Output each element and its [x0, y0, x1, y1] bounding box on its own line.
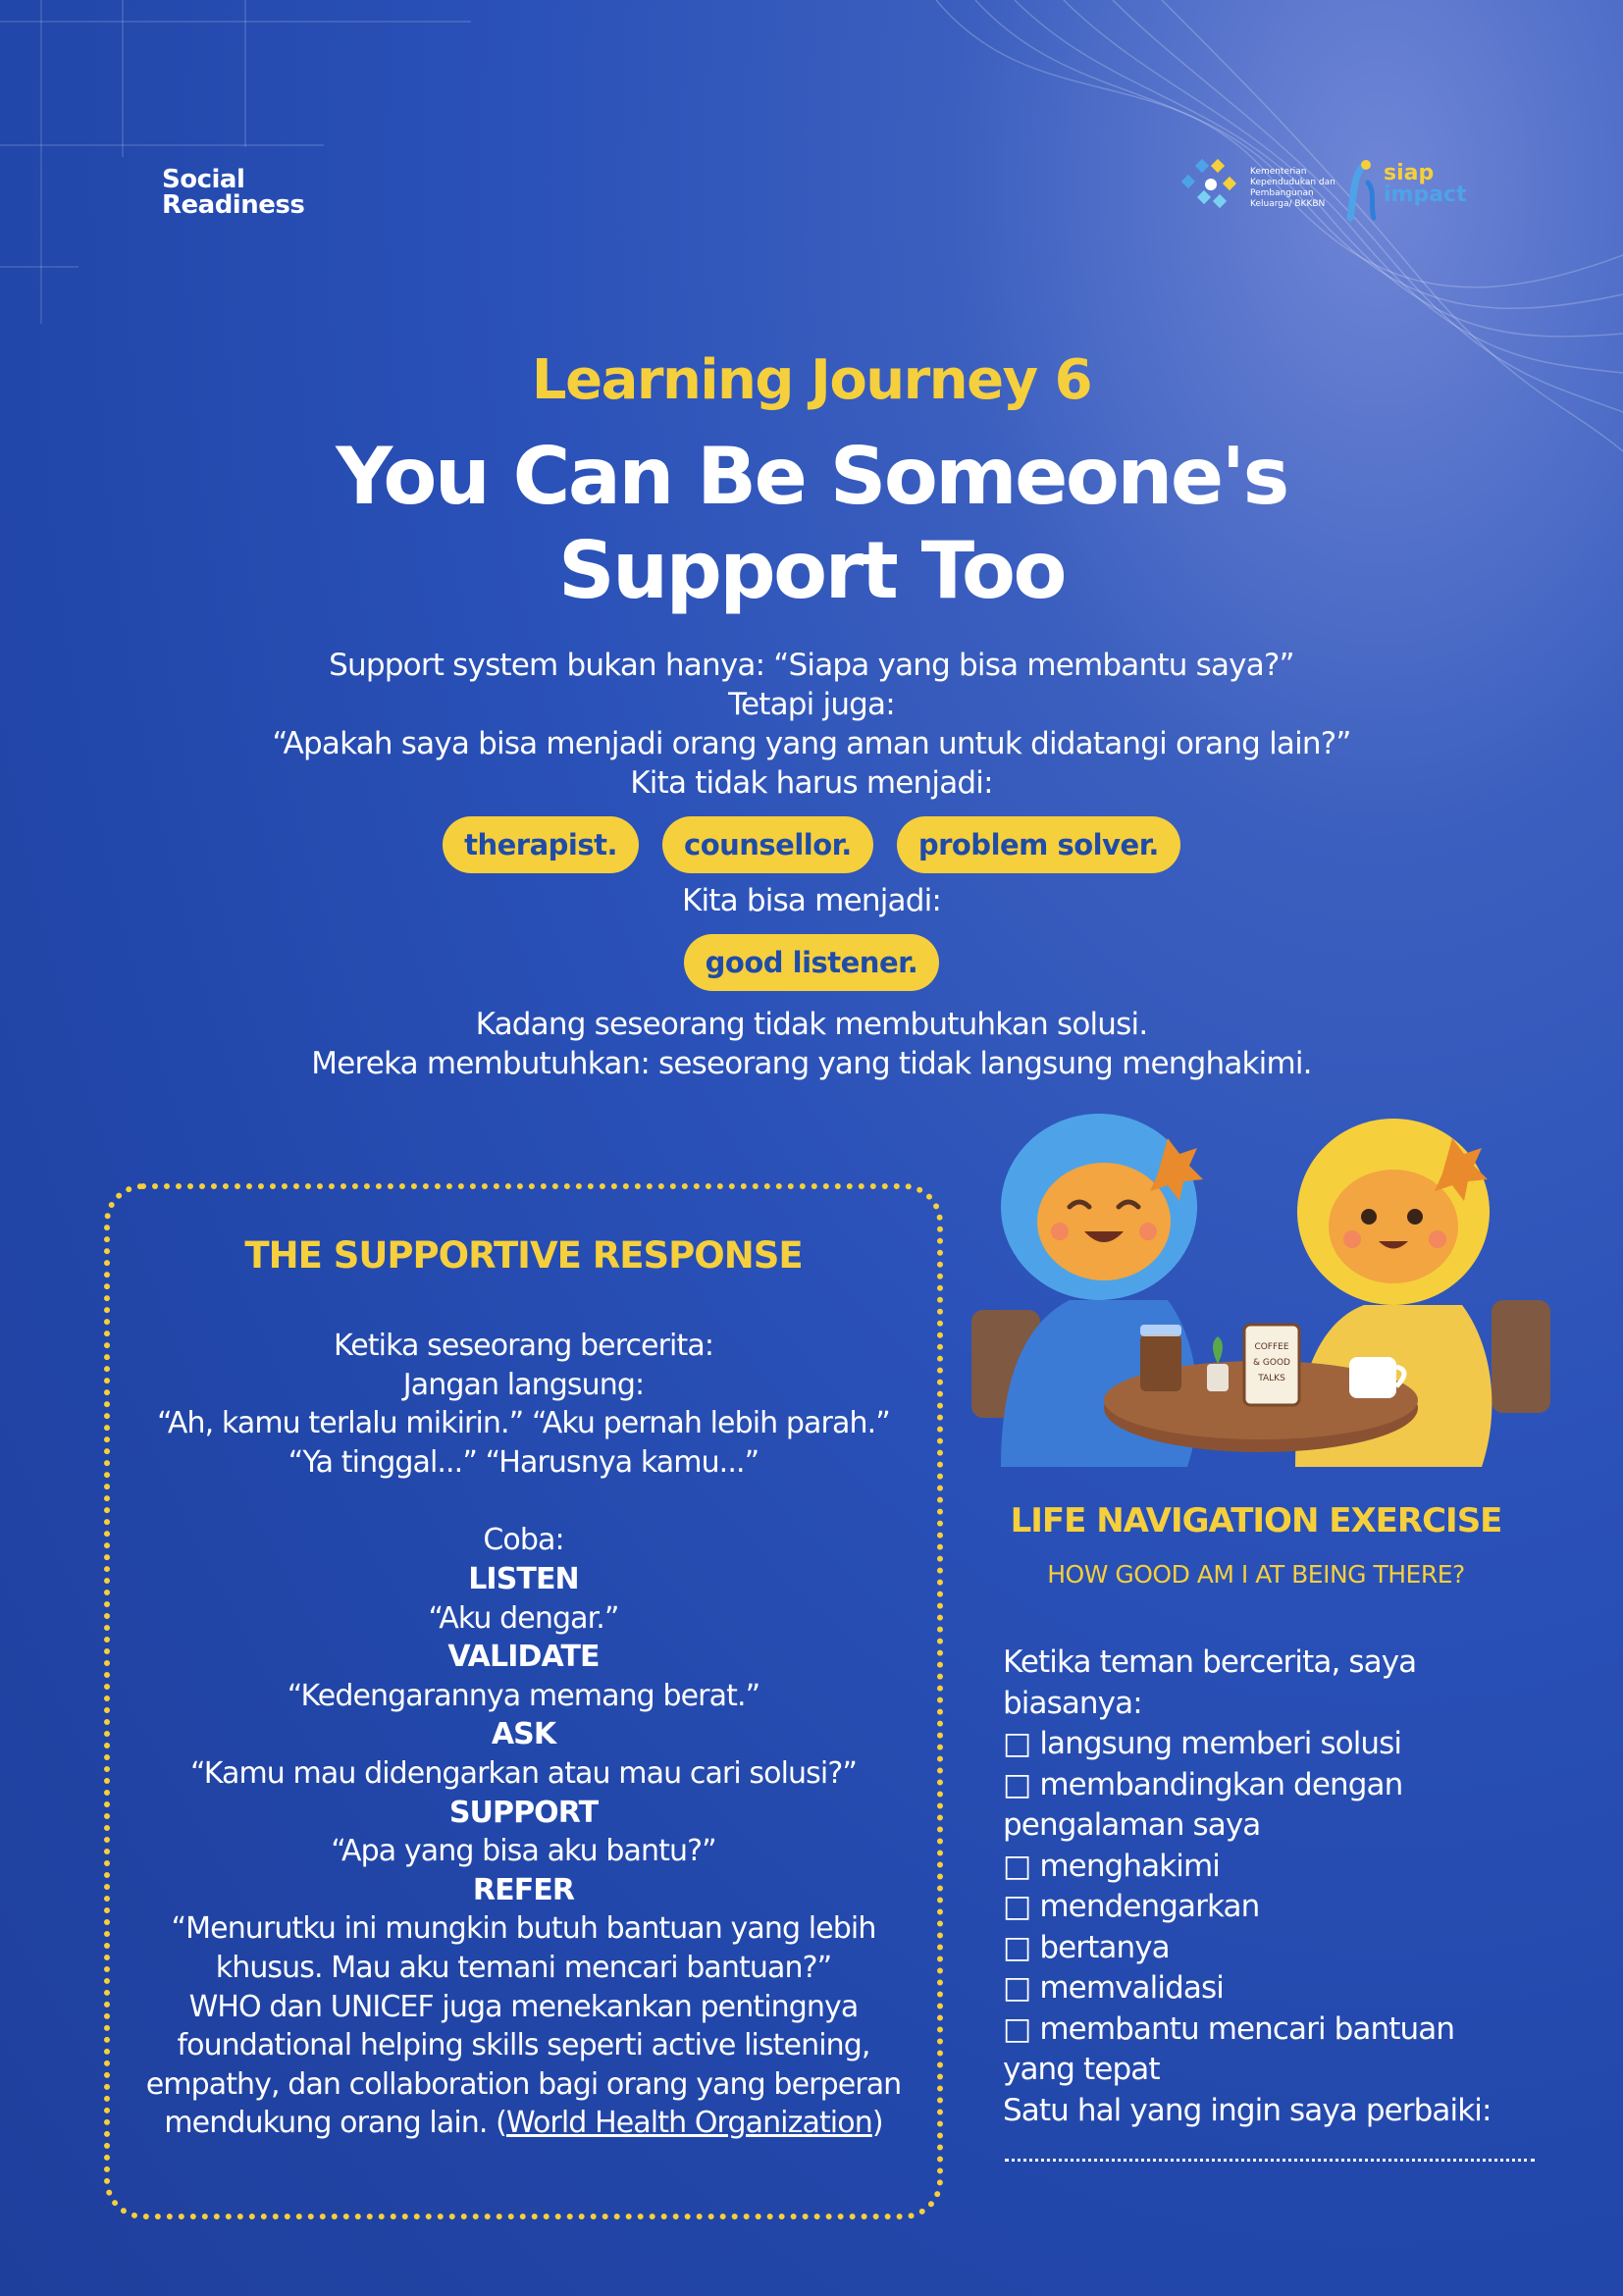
answer-line[interactable] [1005, 2159, 1535, 2162]
step-support-text: “Apa yang bisa aku bantu?” [331, 1834, 716, 1869]
improve-prompt: Satu hal yang ingin saya perbaiki: [1003, 2092, 1492, 2128]
option-checkbox[interactable]: □ bertanya [1003, 1929, 1170, 1965]
ministry-logo-icon [1179, 157, 1242, 220]
response-line: “Ya tinggal...” “Harusnya kamu...” [288, 1444, 759, 1480]
supportive-response-title: THE SUPPORTIVE RESPONSE [244, 1234, 803, 1277]
step-refer-text: “Menurutku ini mungkin butuh bantuan yang lebih khusus. Mau aku temani mencari bantuan?” [171, 1911, 876, 1985]
life-navigation-body [1003, 1643, 1533, 2131]
step-listen-text: “Aku dengar.” [428, 1600, 619, 1636]
step-validate-label: VALIDATE [447, 1640, 600, 1675]
svg-text:& GOOD: & GOOD [1253, 1358, 1290, 1368]
intro-line: “Apakah saya bisa menjadi orang yang aman untuk didatangi orang lain?” [272, 726, 1351, 761]
closing-line: Mereka membutuhkan: seseorang yang tidak langsung menghakimi. [311, 1046, 1312, 1081]
intro-line: Tetapi juga: [728, 687, 895, 722]
life-navigation-prompt: Ketika teman bercerita, saya biasanya: [1003, 1644, 1417, 1721]
brand-logo [162, 167, 304, 218]
closing-line: Kadang seseorang tidak membutuhkan solusi. [475, 1007, 1148, 1042]
pill-counsellor: counsellor. [662, 816, 873, 873]
brand-line2: Readiness [162, 190, 305, 220]
svg-text:COFFEE: COFFEE [1254, 1342, 1289, 1352]
response-line: Ketika seseorang bercerita: [333, 1329, 714, 1363]
role-pills [0, 816, 1623, 873]
step-ask-label: ASK [491, 1717, 556, 1752]
pill-good-listener: good listener. [684, 934, 940, 991]
can-be-text: Kita bisa menjadi: [681, 883, 942, 918]
step-ask-text: “Kamu mau didengarkan atau mau cari solusi?” [190, 1755, 857, 1791]
who-link[interactable]: World Health Organization [505, 2106, 872, 2141]
siap-impact-logo-text: siap impact [1384, 161, 1467, 207]
coba-label: Coba: [483, 1523, 564, 1558]
who-note: WHO dan UNICEF juga menekankan pentingnya foundational helping skills seperti active listening, empathy, dan collaboration bagi orang yang berperan mendukung orang lain. (World Health Organization) [145, 1989, 902, 2141]
closing-text [0, 1005, 1623, 1083]
step-listen-label: LISTEN [468, 1561, 579, 1596]
partner-logos [1179, 157, 1474, 226]
intro-line: Support system bukan hanya: “Siapa yang bisa membantu saya?” [329, 648, 1294, 683]
option-checkbox[interactable]: □ mendengarkan [1003, 1889, 1260, 1924]
coffee-talk-illustration [962, 1114, 1560, 1477]
life-navigation-title: LIFE NAVIGATION EXERCISE [1010, 1501, 1502, 1540]
svg-text:TALKS: TALKS [1258, 1374, 1285, 1383]
option-checkbox[interactable]: □ menghakimi [1003, 1848, 1220, 1884]
option-checkbox[interactable]: □ langsung memberi solusi [1003, 1726, 1402, 1761]
response-line: Jangan langsung: [402, 1367, 645, 1402]
title-line2: Support Too [558, 525, 1065, 616]
grid-decoration [0, 0, 471, 324]
pill-therapist: therapist. [443, 816, 639, 873]
option-checkbox[interactable]: □ memvalidasi [1003, 1970, 1224, 2006]
good-listener-row [0, 934, 1623, 991]
siap-impact-logo-icon [1344, 157, 1384, 226]
life-navigation-subtitle: HOW GOOD AM I AT BEING THERE? [1047, 1560, 1465, 1589]
step-validate-text: “Kedengarannya memang berat.” [287, 1678, 760, 1713]
supportive-response-body [128, 1327, 919, 2143]
option-checkbox[interactable]: □ membantu mencari bantuan yang tepat [1003, 2010, 1455, 2087]
option-checkbox[interactable]: □ membandingkan dengan pengalaman saya [1003, 1766, 1403, 1843]
page-title [0, 430, 1623, 618]
step-refer-label: REFER [472, 1872, 575, 1907]
ministry-logo-text: Kementerian Kependudukan dan Pembangunan Keluarga/ BKKBN [1250, 167, 1335, 209]
learning-journey-label: Learning Journey 6 [531, 348, 1092, 412]
brand-line1: Social [162, 165, 245, 194]
response-line: “Ah, kamu terlalu mikirin.” “Aku pernah lebih parah.” [157, 1406, 890, 1441]
intro-line: Kita tidak harus menjadi: [630, 765, 993, 801]
step-support-label: SUPPORT [448, 1795, 599, 1830]
pill-problem-solver: problem solver. [897, 816, 1180, 873]
title-line1: You Can Be Someone's [336, 431, 1287, 522]
intro-text [0, 646, 1623, 803]
